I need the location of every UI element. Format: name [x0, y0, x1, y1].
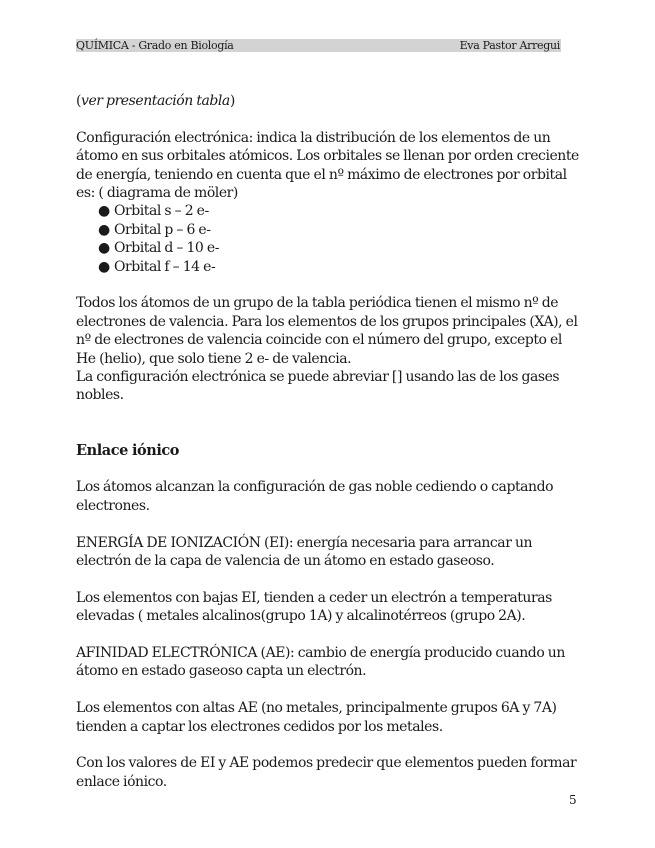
page-header — [76, 39, 561, 52]
ionic-paragraph-1: Los átomos alcanzan la configuración de gas noble cediendo o captando electrones. — [76, 479, 554, 514]
orbital-label: Orbital p – 6 e- — [114, 221, 211, 238]
orbital-label: Orbital d – 10 e- — [114, 240, 220, 257]
note-open-paren: ( — [76, 93, 82, 109]
electron-affinity-paragraph: AFINIDAD ELECTRÓNICA (AE): cambio de energía producido cuando un átomo en estado gaseoso capta un electrón. — [76, 645, 565, 680]
electron-config-paragraph: Configuración electrónica: indica la distribución de los elementos de un átomo en sus orbitales atómicos. Los orbitales se llenan por orden creciente de energía, teniendo en cuenta que el nº máximo de electrones por orbital es: ( diagrama de möler) — [76, 129, 579, 202]
low-ei-paragraph: Los elementos con bajas EI, tienden a ceder un electrón a temperaturas elevadas ( metales alcalinos(grupo 1A) y alcalinotérreos (grupo 2A). — [76, 589, 552, 625]
list-item — [76, 202, 580, 220]
bullet-icon: ● — [98, 240, 110, 257]
bullet-icon: ● — [98, 203, 110, 220]
list-item — [76, 239, 580, 257]
bullet-icon: ● — [98, 221, 110, 238]
ionic-bond-heading: Enlace iónico — [76, 441, 179, 459]
list-item — [76, 258, 580, 276]
list-item — [76, 221, 580, 239]
orbital-label: Orbital s – 2 e- — [114, 203, 209, 220]
ei-ae-prediction-paragraph: Con los valores de EI y AE podemos predecir que elementos pueden formar enlace iónico. — [76, 755, 577, 790]
note-italic-text: ver presentación tabla — [81, 93, 230, 109]
orbital-list — [76, 202, 580, 276]
header-course-title: QUÍMICA - Grado en Biología — [76, 39, 234, 52]
document-body — [76, 92, 580, 791]
bullet-icon: ● — [98, 258, 110, 275]
high-ae-paragraph: Los elementos con altas AE (no metales, principalmente grupos 6A y 7A) tienden a captar los electrones cedidos por los metales. — [76, 700, 557, 735]
header-author: Eva Pastor Arregui — [459, 39, 560, 52]
orbital-label: Orbital f – 14 e- — [114, 258, 216, 275]
presentation-note — [76, 92, 580, 110]
valence-group-paragraph: Todos los átomos de un grupo de la tabla periódica tienen el mismo nº de electrones de valencia. Para los elementos de los grupos principales (XA), el nº de electrones de valencia coincide con el número del grupo, excepto el He (helio), que solo tiene 2 e- de valencia. — [76, 295, 578, 367]
noble-gas-abbrev-paragraph: La configuración electrónica se puede abreviar [] usando las de los gases nobles. — [76, 369, 560, 404]
note-close-paren: ) — [229, 93, 235, 109]
page-number: 5 — [569, 793, 577, 807]
ionization-energy-paragraph: ENERGÍA DE IONIZACIÓN (EI): energía necesaria para arrancar un electrón de la capa de valencia de un átomo en estado gaseoso. — [76, 534, 533, 570]
